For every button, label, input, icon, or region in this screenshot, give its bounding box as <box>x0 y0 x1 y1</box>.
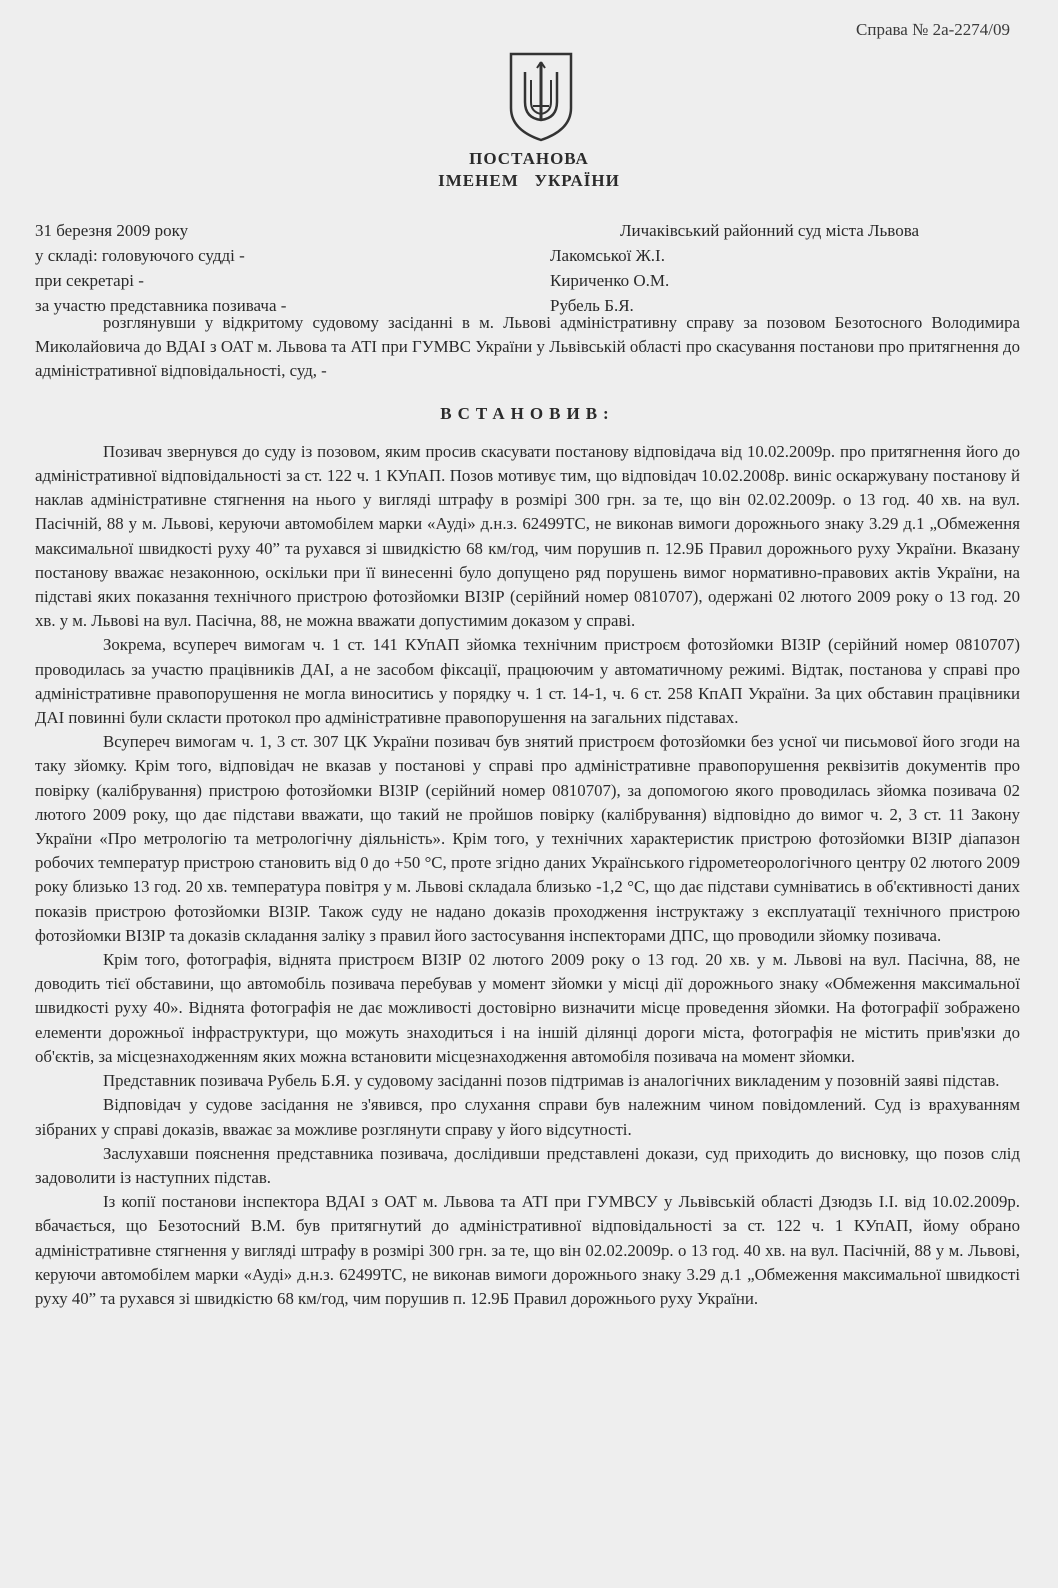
header-names <box>550 243 669 318</box>
paragraph: Відповідач у судове засідання не з'явився, про слухання справи був належним чином повідомлений. Суд із врахуванням зібраних у справі доказів, вважає за можливе розглянути справу у його відсутності. <box>35 1095 1020 1139</box>
paragraph: Заслухавши пояснення представника позивача, дослідивши представлені докази, суд приходить до висновку, що позов слід задоволити із наступних підстав. <box>35 1143 1020 1187</box>
title-line-2: ІМЕНЕМ УКРАЇНИ <box>438 171 620 190</box>
document-title <box>0 148 1058 192</box>
paragraph: Зокрема, всупереч вимогам ч. 1 ст. 141 КУпАП зйомка технічним пристроєм фотозйомки ВІЗІР (серійний номер 0810707) проводилась за участю працівників ДАІ, а не засобом фіксації, працюючим у автоматичному режимі. Відтак, постанова у справі про адміністративне правопорушення не могла виноситись у порядку ч. 1 ст. 14-1, ч. 6 ст. 258 КпАП України. За цих обставин працівники ДАІ повинні були скласти протокол про адміністративне правопорушення на загальних підставах. <box>35 635 1020 728</box>
paragraph: Всупереч вимогам ч. 1, 3 ст. 307 ЦК України позивач був знятий пристроєм фотозйомки без усної чи письмової його згоди на таку зйомку. Крім того, відповідач не вказав у постанові у справі про адміністративне правопорушення реквізитів документів про повірку (калібрування) пристрою фотозйомки ВІЗІР (серійний номер 0810707), за допомогою якого проводилась зйомка позивача 02 лютого 2009 року, що дає підстави вважати, що такий не пройшов повірку (калібрування) відповідно до вимог ч. 2, 3 ст. 11 Закону України «Про метрологію та метрологічну діяльність». Крім того, у технічних характеристик пристрою фотозйомки ВІЗІР діапазон робочих температур пристрою становить від 0 до +50 °С, проте згідно даних Українського гідрометеорологічного центру 02 лютого 2009 року близько 13 год. 20 хв. температура повітря у м. Львові складала близько -1,2 °С, що дає підстави сумніватись в об'єктивності даних показів пристрою фотозйомки ВІЗІР. Також суду не надано доказів проходження інструктажу з експлуатації технічного пристрою фотозйомки ВІЗІР та доказів складання заліку з правил його застосування інспекторами ДПС, що проводили зйомку позивача. <box>35 732 1020 945</box>
paragraph: Із копії постанови інспектора ВДАІ з ОАТ м. Львова та АТІ при ГУМВСУ у Львівській області Дзюдзь І.І. від 10.02.2009р. вбачається, що Безотосний В.М. був притягнутий до адміністративної відповідальності за ст. 122 ч. 1 КУпАП, йому обрано адміністративне стягнення у вигляді штрафу в розмірі 300 грн. за те, що він 02.02.2009р. о 13 год. 40 хв. на вул. Пасічній, 88 у м. Львові, керуючи автомобілем марки «Ауді» д.н.з. 62499ТС, не виконав вимоги дорожнього знаку 3.29 д.1 „Обмеження максимальної швидкості руху 40” та рухався зі швидкістю 68 км/год, чим порушив п. 12.9Б Правил дорожнього руху України. <box>35 1192 1020 1308</box>
role-judge: у складі: головуючого судді - <box>35 246 245 265</box>
header-date: 31 березня 2009 року <box>35 221 189 240</box>
court-name: Личаківський районний суд міста Львова <box>620 221 920 240</box>
header-roles <box>35 218 286 318</box>
coat-of-arms-icon <box>507 50 575 142</box>
document-body <box>35 311 1020 1311</box>
name-secretary: Кириченко О.М. <box>550 271 670 290</box>
role-representative: за участю представника позивача - <box>35 296 287 315</box>
title-line-1: ПОСТАНОВА <box>469 149 589 168</box>
paragraph: Позивач звернувся до суду із позовом, яким просив скасувати постанову відповідача від 10.02.2009р. про притягнення його до адміністративної відповідальності за ст. 122 ч. 1 КУпАП. Позов мотивує тим, що відповідач 10.02.2008р. виніс оскаржувану постанову й наклав адміністративне стягнення на нього у вигляді штрафу в розмірі 300 грн. за те, що він 02.02.2009р. о 13 год. 40 хв. на вул. Пасічній, 88 у м. Львові, керуючи автомобілем марки «Ауді» д.н.з. 62499ТС, не виконав вимоги дорожнього знаку 3.29 д.1 „Обмеження максимальної швидкості руху 40” та рухався зі швидкістю 68 км/год, чим порушив п. 12.9Б Правил дорожнього руху України. Вказану постанову вважає незаконною, оскільки при її винесенні було допущено ряд порушень вимог нормативно-правових актів України, на підставі яких показання технічного пристрою фотозйомки ВІЗІР (серійний номер 0810707), одержані 02 лютого 2009 року о 13 год. 20 хв. у м. Львові на вул. Пасічна, 88, не можна вважати допустимим доказом у справі. <box>35 441 1020 631</box>
section-heading: ВСТАНОВИВ: <box>440 403 615 423</box>
paragraph: Представник позивача Рубель Б.Я. у судовому засіданні позов підтримав із аналогічних викладеним у позовній заяві підстав. <box>103 1071 1000 1091</box>
paragraph: Крім того, фотографія, віднята пристроєм ВІЗІР 02 лютого 2009 року о 13 год. 20 хв. у м. Львові на вул. Пасічна, 88, не доводить тієї обставини, що автомобіль позивача перебував у момент зйомки у місці дії дорожнього знаку «Обмеження максимальної швидкості руху 40». Віднята фотографія не дає можливості достовірно визначити місце проведення зйомки. На фотографії зображено елементи дорожньої інфраструктури, що можуть знаходиться і на іншій ділянці дороги міста, фотографія не містить прив'язки до об'єктів, за місцезнаходженням яких можна встановити місцезнаходження автомобіля позивача на момент зйомки. <box>35 950 1020 1066</box>
case-number: Справа № 2а-2274/09 <box>856 20 1010 39</box>
role-secretary: при секретарі - <box>35 271 144 290</box>
intro-paragraph: розглянувши у відкритому судовому засіданні в м. Львові адміністративну справу за позовом Безотосного Володимира Миколайовича до ВДАІ з ОАТ м. Львова та АТІ при ГУМВС України у Львівській області про скасування постанови про притягнення до адміністративної відповідальності, суд, - <box>35 313 1020 381</box>
name-representative: Рубель Б.Я. <box>550 296 634 315</box>
name-judge: Лакомської Ж.І. <box>550 246 665 265</box>
